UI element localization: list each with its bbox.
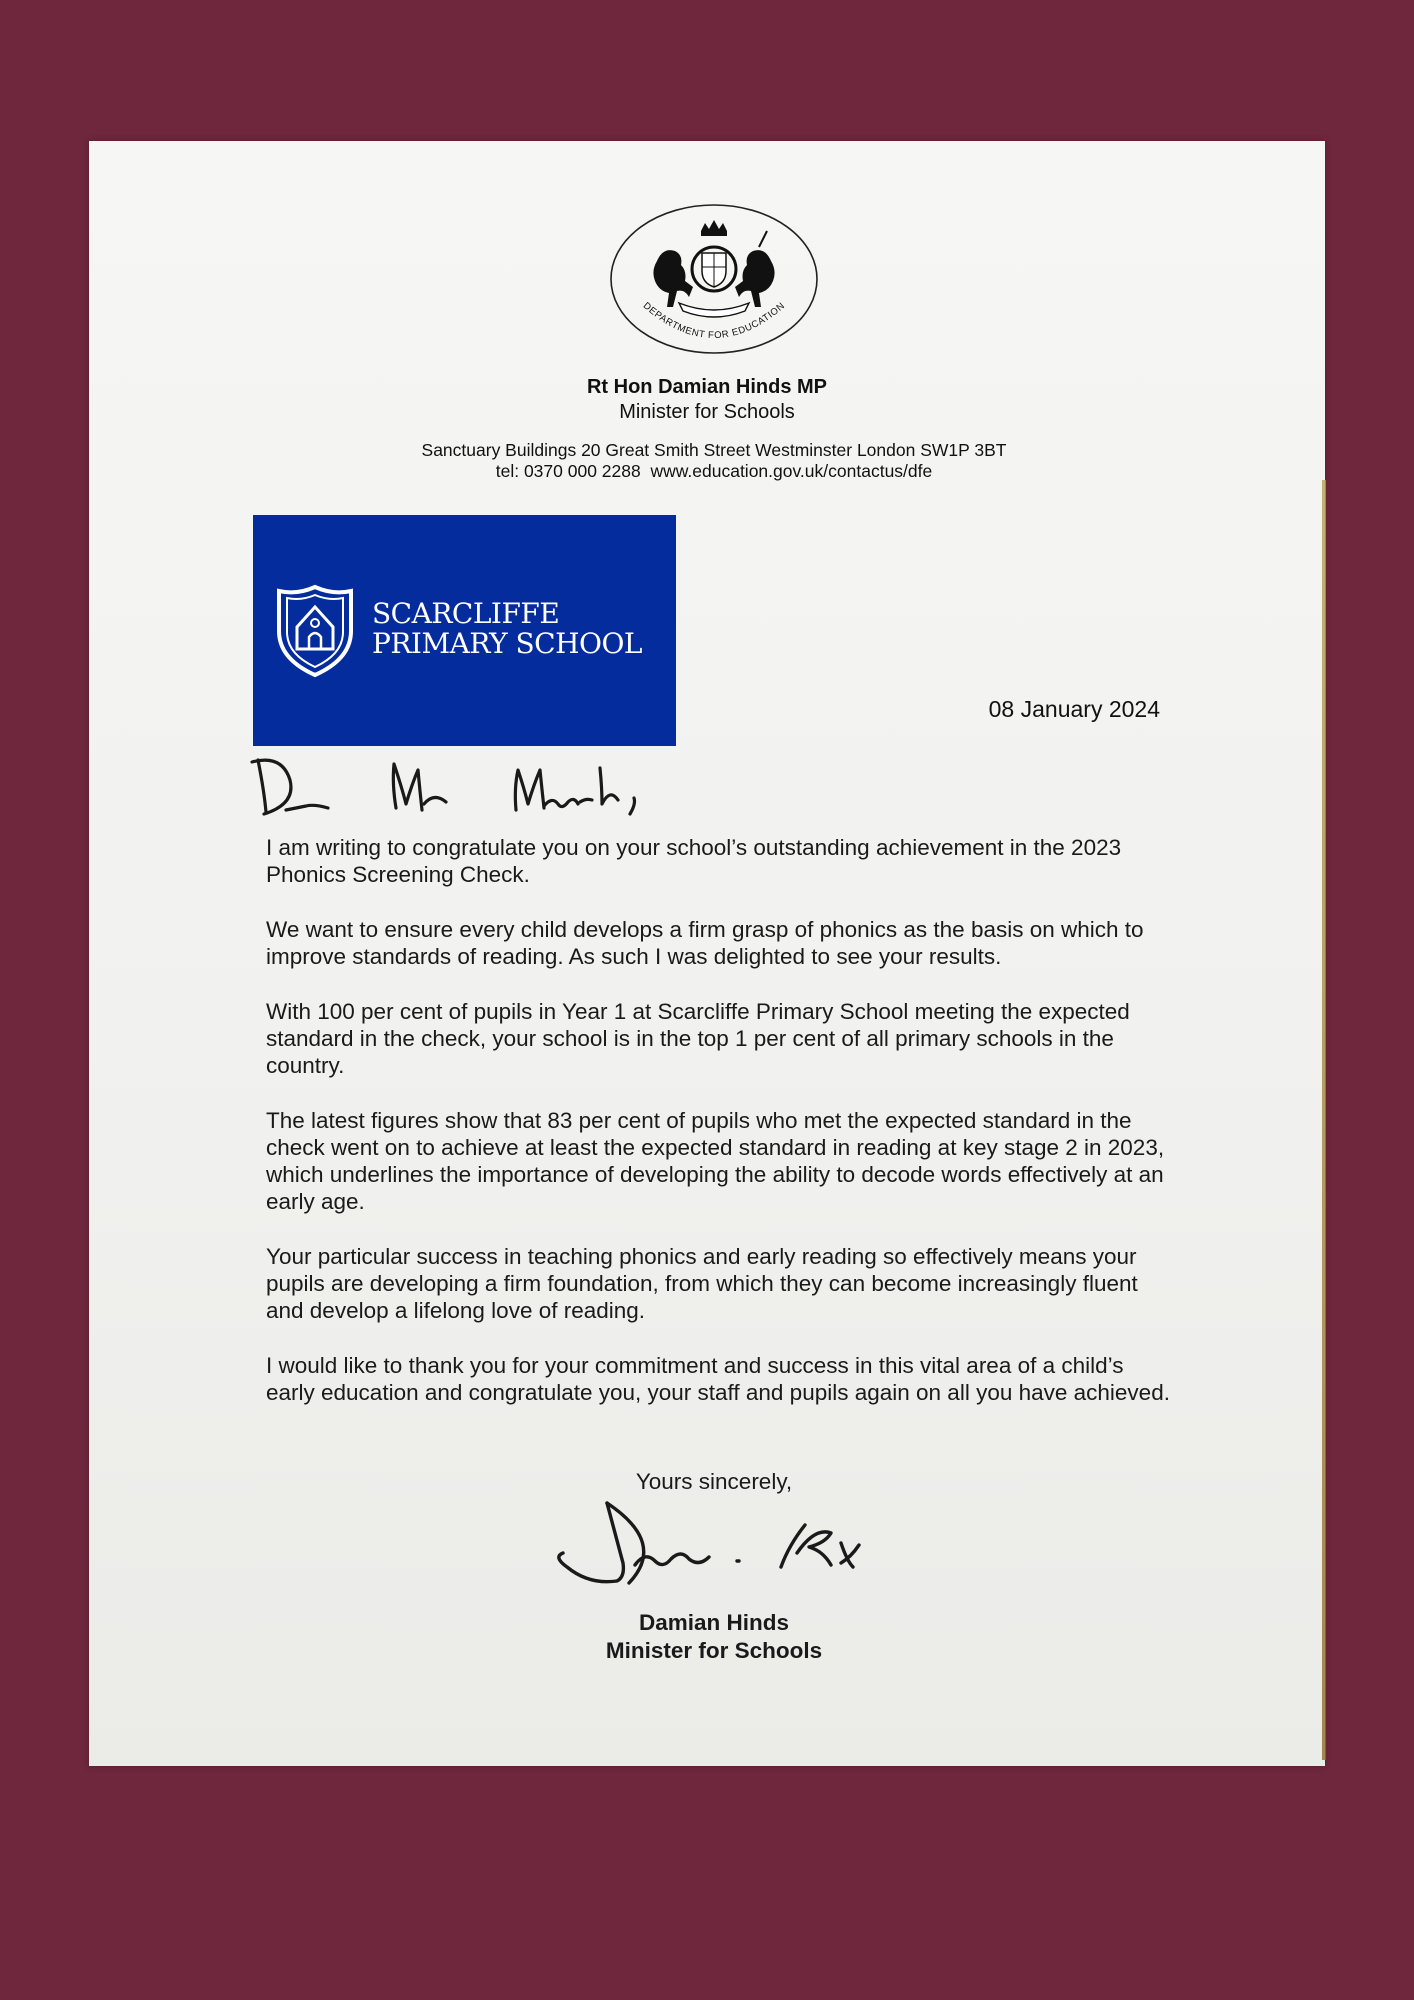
signatory-name: Damian Hinds xyxy=(638,1610,790,1635)
letter-date: 08 January 2024 xyxy=(988,696,1160,722)
svg-text:DEPARTMENT FOR EDUCATION xyxy=(641,300,787,341)
paragraph-5: Your particular success in teaching phonics and early reading so effectively means your pupils are developing a firm foundation, from which they can become increasingly fluent and develop a lifelong love of reading. xyxy=(266,1244,1138,1323)
sender-name: Rt Hon Damian Hinds MP xyxy=(586,376,827,398)
closing: Yours sincerely, xyxy=(635,1469,793,1494)
paragraph-1: I am writing to congratulate you on your school’s outstanding achievement in the 2023 Phonics Screening Check. xyxy=(266,835,1122,887)
sender-address: Sanctuary Buildings 20 Great Smith Street Westminster London SW1P 3BT xyxy=(421,440,1007,460)
handwritten-salutation xyxy=(248,748,678,818)
letter-body xyxy=(266,834,1176,1434)
paragraph-4: The latest figures show that 83 per cent of pupils who met the expected standard in the check went on to achieve at least the expected standard in reading at key stage 2 in 2023, which underlines the importance of developing the ability to decode words effectively at an early age. xyxy=(266,1108,1165,1214)
signatory-title: Minister for Schools xyxy=(605,1638,823,1663)
school-name xyxy=(372,599,642,659)
paragraph-6: I would like to thank you for your commitment and success in this vital area of a child’s early education and congratulate you, your staff and pupils again on all you have achieved. xyxy=(266,1353,1170,1405)
sender-title: Minister for Schools xyxy=(619,401,795,423)
royal-crest-logo xyxy=(609,203,819,356)
school-name-line1: SCARCLIFFE xyxy=(372,597,560,630)
school-logo xyxy=(253,515,676,746)
school-name-line2: PRIMARY SCHOOL xyxy=(372,627,643,660)
shield-icon xyxy=(273,583,357,679)
paper-edge xyxy=(1322,480,1326,1760)
sender-contact: tel: 0370 000 2288 www.education.gov.uk/contactus/dfe xyxy=(495,461,933,481)
paragraph-2: We want to ensure every child develops a firm grasp of phonics as the basis on which to improve standards of reading. As such I was delighted to see your results. xyxy=(266,917,1144,969)
paragraph-3: With 100 per cent of pupils in Year 1 at Scarcliffe Primary School meeting the expected standard in the check, your school is in the top 1 per cent of all primary schools in the country. xyxy=(266,999,1130,1078)
handwritten-signature xyxy=(551,1495,921,1595)
crest-text: DEPARTMENT FOR EDUCATION xyxy=(640,300,788,342)
